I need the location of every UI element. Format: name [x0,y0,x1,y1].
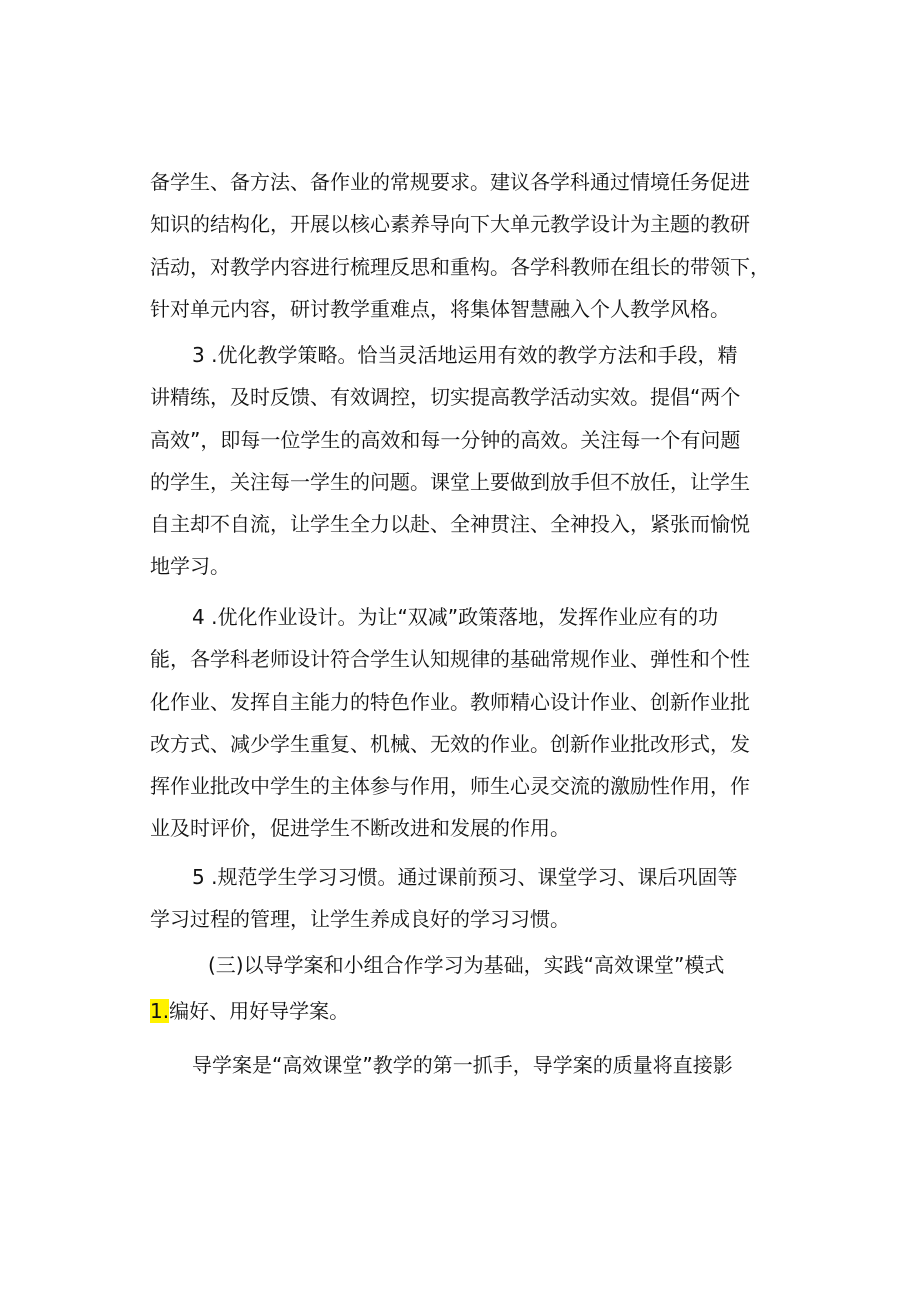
text-line: 针对单元内容，研讨教学重难点，将集体智慧融入个人教学风格。 [150,296,730,321]
text-line: 自主却不自流，让学生全力以赴、全神贯注、全神投入，紧张而愉悦 [150,512,750,537]
text-line: 3 .优化教学策略。恰当灵活地运用有效的教学方法和手段，精 [192,343,738,367]
text-line: 学习过程的管理，让学生养成良好的学习习惯。 [150,907,570,932]
paragraph-continuation [150,161,800,330]
text-line: 备学生、备方法、备作业的常规要求。建议各学科通过情境任务促进 [150,170,750,194]
text-line: 讲精练，及时反馈、有效调控，切实提高教学活动实效。提倡“两个 [150,385,741,410]
text-line: 改方式、减少学生重复、机械、无效的作业。创新作业批改形式，发 [150,731,750,756]
section-heading [150,944,800,986]
subheading-number: 1. [150,999,170,1023]
text-line: 导学案是“高效课堂”教学的第一抓手，导学案的质量将直接影 [192,1053,733,1077]
text-line: 能，各学科老师设计符合学生认知规律的基础常规作业、弹性和个性 [150,647,750,672]
text-line: 5 .规范学生学习习惯。通过课前预习、课堂学习、课后巩固等 [192,865,738,889]
paragraph-item-3 [150,334,800,588]
paragraph-item-5 [150,856,800,941]
text-line: 化作业、发挥自主能力的特色作业。教师精心设计作业、创新作业批 [150,689,750,714]
subheading [150,990,800,1032]
text-line: 业及时评价，促进学生不断改进和发展的作用。 [150,816,570,841]
text-line: 活动，对教学内容进行梳理反思和重构。各学科教师在组长的带领下， [150,254,770,279]
text-line: 4 .优化作业设计。为让“双减”政策落地，发挥作业应有的功 [192,605,719,629]
subheading-text: 编好、用好导学案。 [169,999,350,1023]
section-heading-text: (三)以导学案和小组合作学习为基础，实践“高效课堂”模式 [208,953,725,977]
text-line: 地学习。 [150,554,230,579]
paragraph-final [150,1044,800,1086]
text-line: 的学生，关注每一学生的问题。课堂上要做到放手但不放任，让学生 [150,469,750,494]
text-line: 知识的结构化，开展以核心素养导向下大单元教学设计为主题的教研 [150,212,750,237]
text-line: 挥作业批改中学生的主体参与作用，师生心灵交流的激励性作用，作 [150,774,750,799]
text-line: 高效”，即每一位学生的高效和每一分钟的高效。关注每一个有问题 [150,427,741,452]
paragraph-item-4 [150,596,800,850]
